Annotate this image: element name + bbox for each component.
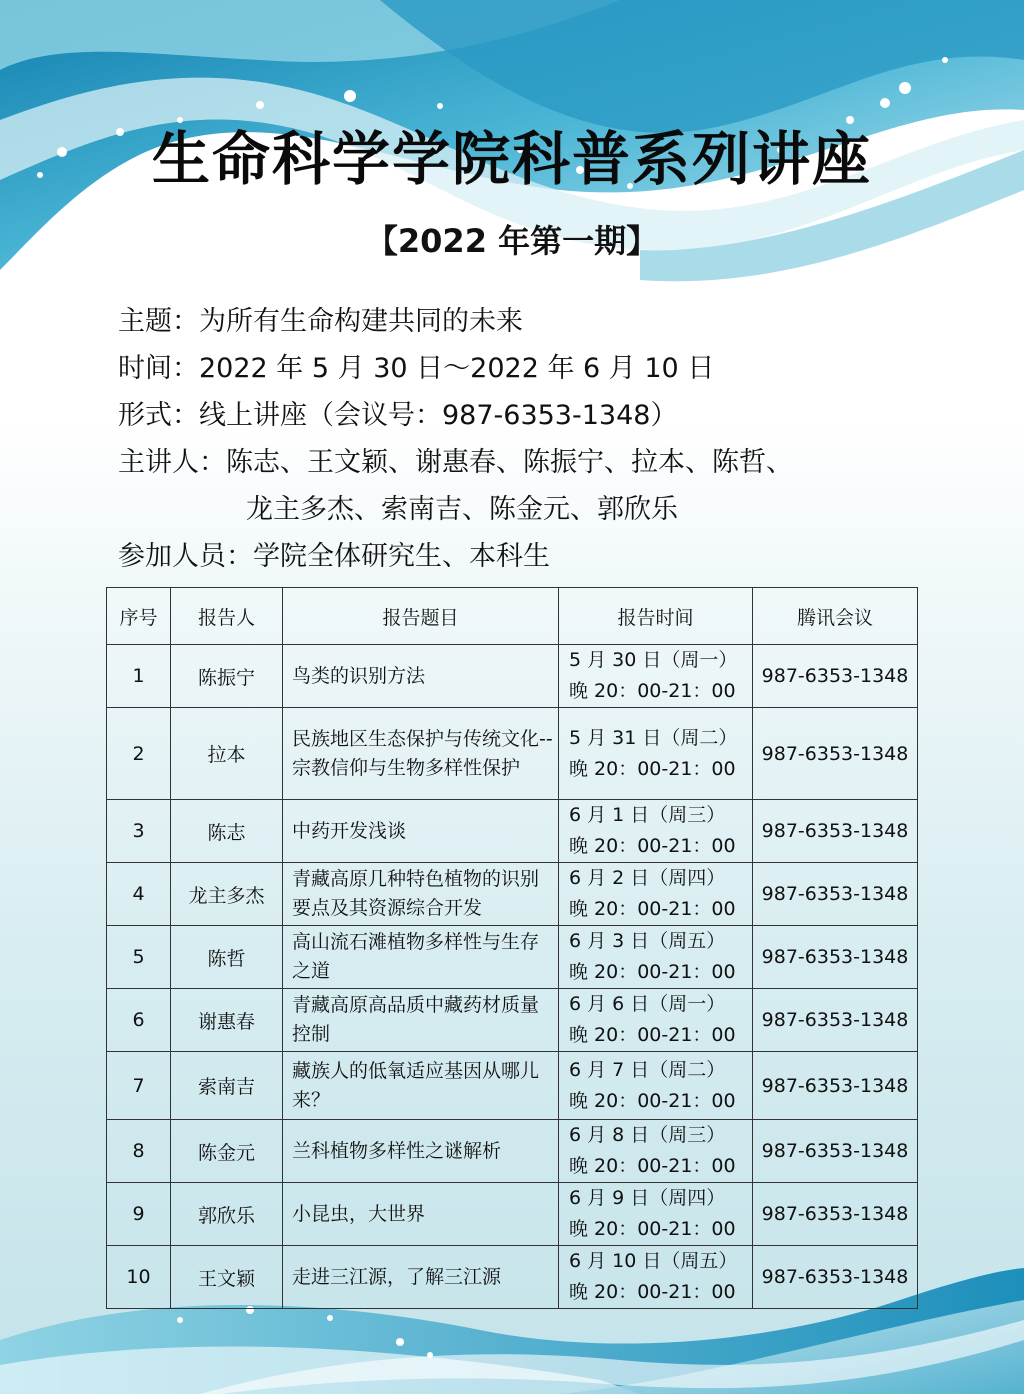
row-speaker: 王文颖 [171, 1246, 283, 1309]
row-hours: 晚 20：00-21：00 [569, 1218, 736, 1240]
row-no: 1 [107, 645, 171, 708]
row-no: 10 [107, 1246, 171, 1309]
row-time [559, 989, 753, 1052]
row-topic: 民族地区生态保护与传统文化--宗教信仰与生物多样性保护 [283, 708, 559, 800]
table-row [107, 1183, 918, 1246]
row-time [559, 1183, 753, 1246]
header-topic: 报告题目 [283, 588, 559, 645]
row-time [559, 1052, 753, 1120]
table-row [107, 863, 918, 926]
row-speaker: 拉本 [171, 708, 283, 800]
header-speaker: 报告人 [171, 588, 283, 645]
row-hours: 晚 20：00-21：00 [569, 1089, 736, 1112]
row-date: 6 月 10 日（周五） [569, 1250, 738, 1272]
row-hours: 晚 20：00-21：00 [569, 1281, 736, 1303]
row-speaker: 谢惠春 [171, 989, 283, 1052]
row-topic: 鸟类的识别方法 [283, 645, 559, 708]
row-date: 6 月 3 日（周五） [569, 930, 726, 952]
table-row [107, 645, 918, 708]
row-hours: 晚 20：00-21：00 [569, 680, 736, 702]
row-no: 6 [107, 989, 171, 1052]
row-hours: 晚 20：00-21：00 [569, 1024, 736, 1046]
row-time [559, 708, 753, 800]
row-meeting: 987-6353-1348 [753, 989, 918, 1052]
row-date: 5 月 31 日（周二） [569, 726, 738, 749]
row-topic: 青藏高原几种特色植物的识别要点及其资源综合开发 [283, 863, 559, 926]
row-hours: 晚 20：00-21：00 [569, 961, 736, 983]
row-date: 6 月 9 日（周四） [569, 1187, 726, 1209]
row-meeting: 987-6353-1348 [753, 926, 918, 989]
row-time [559, 1246, 753, 1309]
row-time [559, 800, 753, 863]
row-meeting: 987-6353-1348 [753, 1120, 918, 1183]
header-meeting: 腾讯会议 [753, 588, 918, 645]
row-topic: 藏族人的低氧适应基因从哪儿来？ [283, 1052, 559, 1120]
row-meeting: 987-6353-1348 [753, 800, 918, 863]
header-no: 序号 [107, 588, 171, 645]
row-speaker: 陈金元 [171, 1120, 283, 1183]
row-meeting: 987-6353-1348 [753, 863, 918, 926]
table-header-row [107, 588, 918, 645]
schedule-table [106, 587, 918, 1309]
row-date: 6 月 6 日（周一） [569, 993, 726, 1015]
table-row [107, 800, 918, 863]
row-time [559, 1120, 753, 1183]
info-theme: 主题：为所有生命构建共同的未来 [118, 306, 523, 337]
row-meeting: 987-6353-1348 [753, 1052, 918, 1120]
row-date: 6 月 7 日（周二） [569, 1058, 726, 1081]
row-no: 9 [107, 1183, 171, 1246]
table-row [107, 1120, 918, 1183]
poster-title: 生命科学学院科普系列讲座 [151, 125, 872, 193]
row-topic: 青藏高原高品质中藏药材质量控制 [283, 989, 559, 1052]
info-format: 形式：线上讲座（会议号：987-6353-1348） [118, 400, 678, 431]
row-no: 5 [107, 926, 171, 989]
row-time [559, 926, 753, 989]
row-time [559, 863, 753, 926]
row-speaker: 陈志 [171, 800, 283, 863]
info-time: 时间：2022 年 5 月 30 日～2022 年 6 月 10 日 [118, 353, 715, 384]
row-speaker: 陈哲 [171, 926, 283, 989]
issue-label: 【2022 年第一期】 [365, 222, 659, 260]
row-meeting: 987-6353-1348 [753, 1246, 918, 1309]
row-speaker: 陈振宁 [171, 645, 283, 708]
row-no: 3 [107, 800, 171, 863]
row-hours: 晚 20：00-21：00 [569, 835, 736, 857]
table-row [107, 1052, 918, 1120]
row-topic: 高山流石滩植物多样性与生存之道 [283, 926, 559, 989]
row-no: 4 [107, 863, 171, 926]
info-speakers-cont: 龙主多杰、索南吉、陈金元、郭欣乐 [246, 494, 678, 525]
row-speaker: 龙主多杰 [171, 863, 283, 926]
header-time: 报告时间 [559, 588, 753, 645]
info-participants: 参加人员：学院全体研究生、本科生 [118, 541, 550, 572]
row-meeting: 987-6353-1348 [753, 645, 918, 708]
table-row [107, 926, 918, 989]
row-hours: 晚 20：00-21：00 [569, 1155, 736, 1177]
row-no: 8 [107, 1120, 171, 1183]
table-row [107, 989, 918, 1052]
row-date: 5 月 30 日（周一） [569, 649, 738, 671]
row-hours: 晚 20：00-21：00 [569, 757, 736, 780]
row-no: 7 [107, 1052, 171, 1120]
table-row [107, 708, 918, 800]
table-row [107, 1246, 918, 1309]
row-no: 2 [107, 708, 171, 800]
info-speakers: 主讲人：陈志、王文颖、谢惠春、陈振宁、拉本、陈哲、 [118, 447, 793, 478]
row-date: 6 月 2 日（周四） [569, 867, 726, 889]
row-date: 6 月 8 日（周三） [569, 1124, 726, 1146]
row-time [559, 645, 753, 708]
row-topic: 小昆虫，大世界 [283, 1183, 559, 1246]
row-speaker: 索南吉 [171, 1052, 283, 1120]
row-topic: 中药开发浅谈 [283, 800, 559, 863]
lecture-info [118, 298, 793, 580]
row-speaker: 郭欣乐 [171, 1183, 283, 1246]
row-topic: 走进三江源，了解三江源 [283, 1246, 559, 1309]
row-hours: 晚 20：00-21：00 [569, 898, 736, 920]
row-meeting: 987-6353-1348 [753, 1183, 918, 1246]
row-date: 6 月 1 日（周三） [569, 804, 726, 826]
row-topic: 兰科植物多样性之谜解析 [283, 1120, 559, 1183]
row-meeting: 987-6353-1348 [753, 708, 918, 800]
